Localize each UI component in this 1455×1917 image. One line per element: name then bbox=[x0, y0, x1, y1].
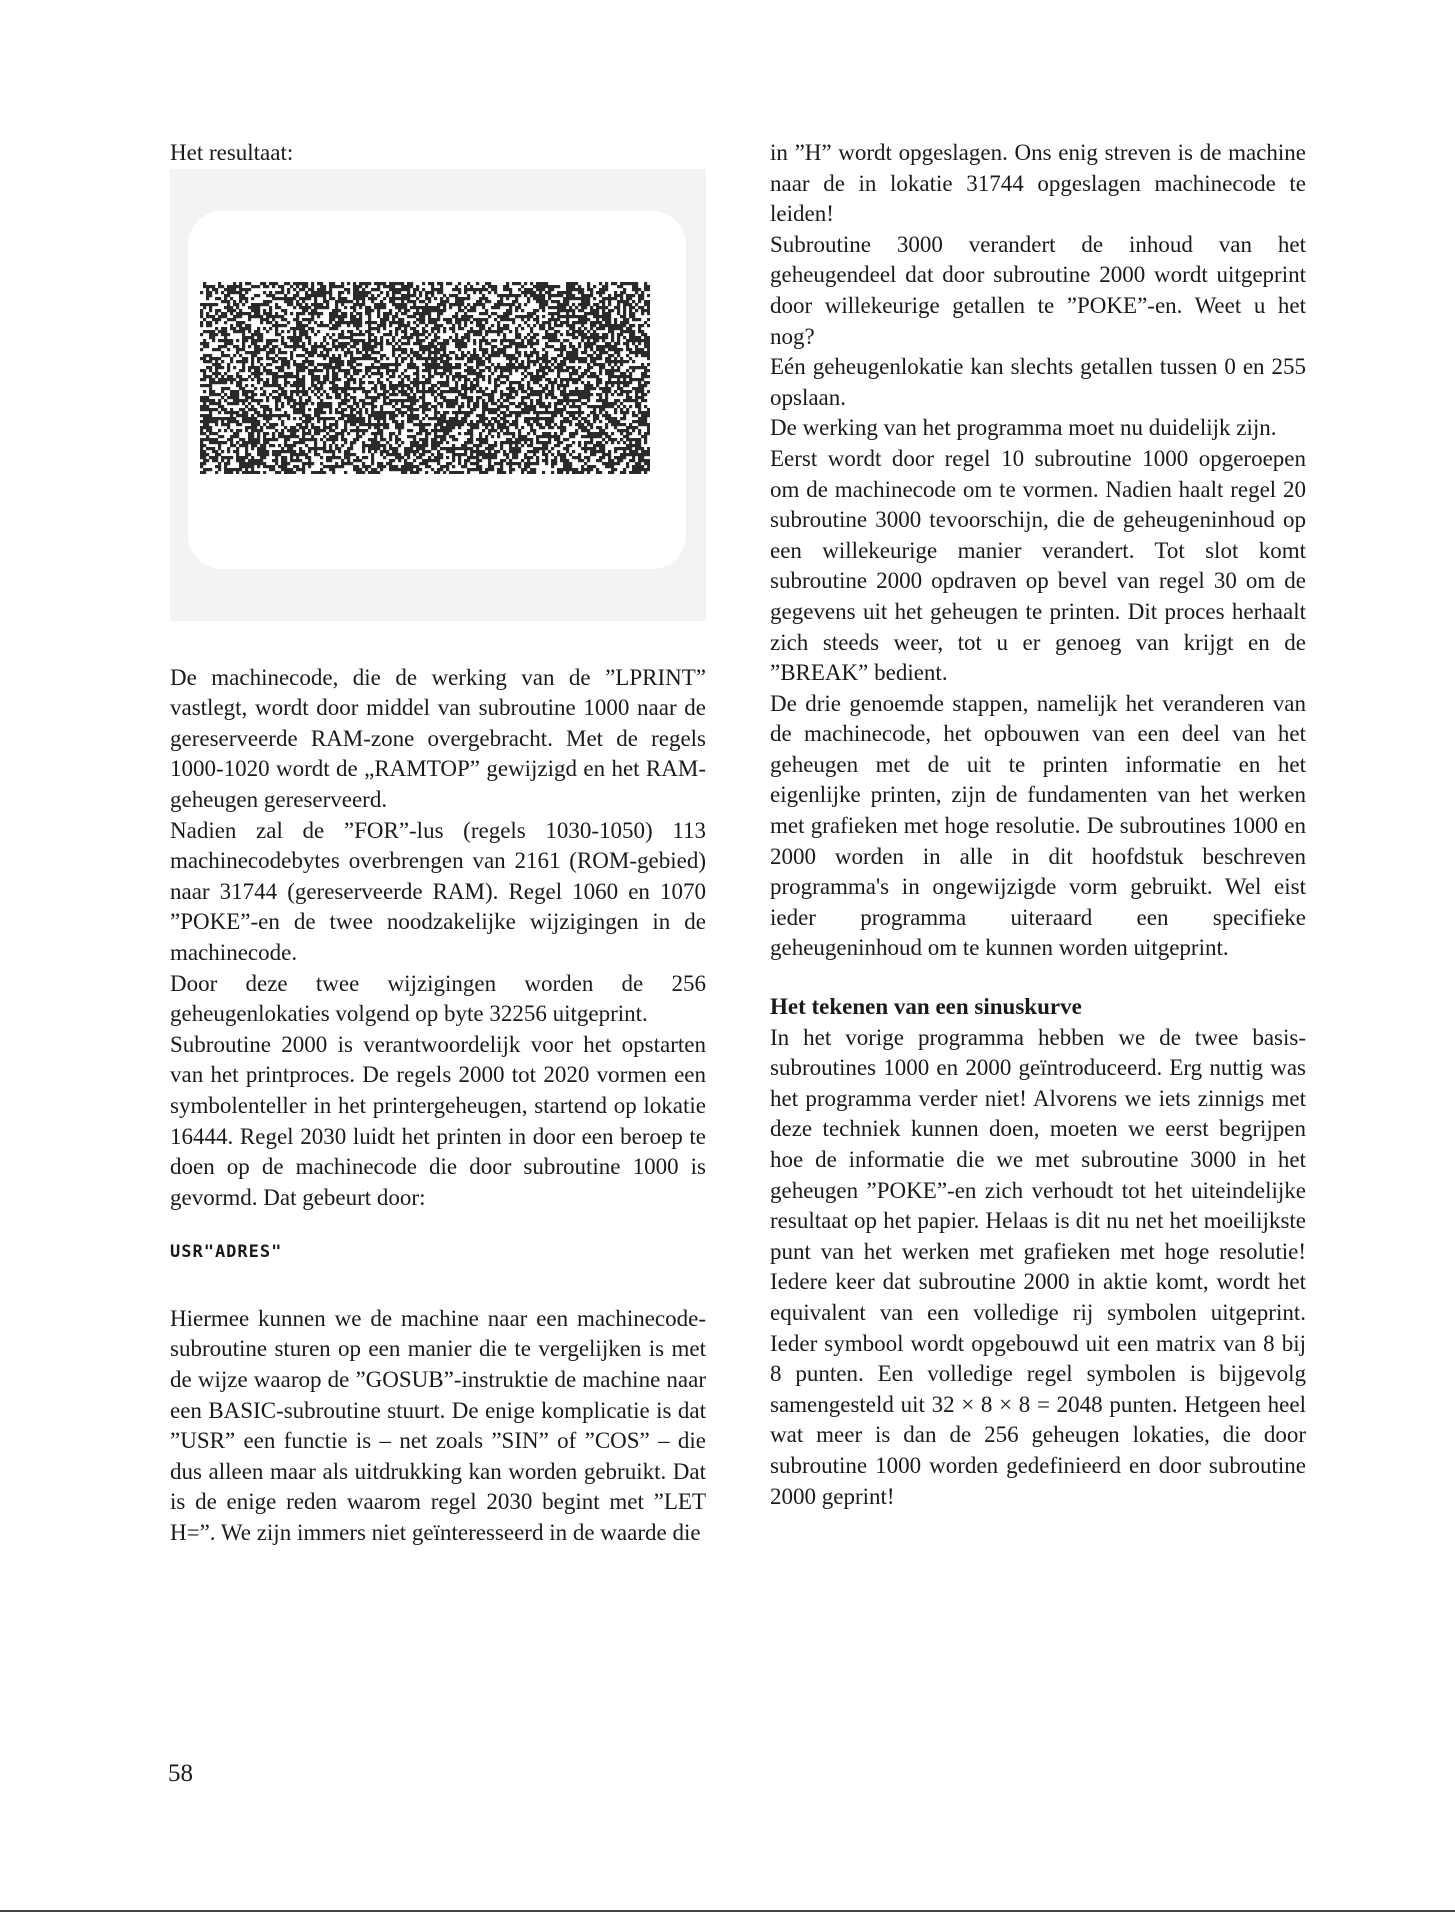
code-line: USR"ADRES" bbox=[170, 1242, 283, 1263]
right-paragraph-7: In het vorige programma hebben we de twee basis-subroutines 1000 en 2000 geïntroduceerd. Erg nuttig was het programma verder niet! Alvorens we iets zinnigs met deze techniek kunnen doen, moeten we eerst begrijpen hoe de informatie die we met subroutine 3000 in het geheugen ”POKE”-en zich verhoudt tot het uiteindelijke resultaat op het papier. Helaas is dit nu net het moeilijkste punt van het werken met grafieken met hoge resolutie! Iedere keer dat subroutine 2000 in aktie komt, wordt het equivalent van een volledige rij symbolen uitgeprint. Ieder symbool wordt opgebouwd uit een matrix van 8 bij 8 punten. Een volledige regel symbolen is bijgevolg samengesteld uit 32 × 8 × 8 = 2048 punten. Hetgeen heel wat meer is dan de 256 geheugen lokaties, die door subroutine 1000 worden gedefinieerd en door subroutine 2000 geprint! bbox=[770, 1024, 1306, 1509]
left-paragraph-5: Hiermee kunnen we de machine naar een machinecode-subroutine sturen op een manier die te vergelijken is met de wijze waarop de ”GOSUB”-instruktie de machine naar een BASIC-subroutine stuurt. De enige komplicatie is dat ”USR” een functie is – net zoals ”SIN” of ”COS” – die dus alleen maar als uitdrukking kan worden gebruikt. Dat is de enige reden waarom regel 2030 begint met ”LET H=”. We zijn immers niet geïnteresseerd in de waarde die bbox=[170, 1305, 706, 1546]
page-bottom-rule bbox=[0, 1910, 1455, 1912]
right-paragraph-6: De drie genoemde stappen, namelijk het veranderen van de machinecode, het opbouwen van een deel van het geheugen met de uit te printen informatie en het eigenlijke printen, zijn de fundamenten van het werken met grafieken met hoge resolutie. De subroutines 1000 en 2000 worden in alle in dit hoofdstuk beschreven programma's in ongewijzigde vorm gebruikt. Wel eist ieder programma uiteraard een specifieke geheugeninhoud om te kunnen worden uitgeprint. bbox=[770, 690, 1306, 961]
page-number: 58 bbox=[168, 1760, 193, 1787]
left-paragraph-2: Nadien zal de ”FOR”-lus (regels 1030-1050) 113 machinecodebytes overbrengen van 2161 (ROM-gebied) naar 31744 (gereserveerde RAM). Regel 1060 en 1070 ”POKE”-en de twee noodzakelijke wijzigingen in de machinecode. bbox=[170, 817, 706, 965]
result-heading: Het resultaat: bbox=[170, 140, 294, 165]
random-noise-image bbox=[200, 282, 650, 474]
right-paragraph-5: Eerst wordt door regel 10 subroutine 1000 opgeroepen om de machinecode om te vormen. Nadien haalt regel 20 subroutine 3000 tevoorschijn, die de geheugeninhoud op een willekeurige manier verandert. Tot slot komt subroutine 2000 opdraven op bevel van regel 30 om de gegevens uit het geheugen te printen. Dit proces herhaalt zich steeds weer, tot u er genoeg van krijgt en de ”BREAK” bedient. bbox=[770, 445, 1306, 686]
left-paragraph-4: Subroutine 2000 is verantwoordelijk voor het opstarten van het printproces. De regels 2000 tot 2020 vormen een symbolenteller in het printergeheugen, startend op lokatie 16444. Regel 2030 luidt het printen in door een beroep te doen op de machinecode die door subroutine 1000 is gevormd. Dat gebeurt door: bbox=[170, 1031, 706, 1210]
right-paragraph-4: De werking van het programma moet nu duidelijk zijn. bbox=[770, 415, 1277, 441]
right-column bbox=[770, 138, 1306, 1512]
right-paragraph-3: Eén geheugenlokatie kan slechts getallen tussen 0 en 255 opslaan. bbox=[770, 354, 1306, 410]
noise-pixels bbox=[200, 282, 650, 474]
right-paragraph-1: in ”H” wordt opgeslagen. Ons enig streven is de machine naar de in lokatie 31744 opgeslagen machinecode te leiden! bbox=[770, 140, 1306, 227]
section-heading: Het tekenen van een sinuskurve bbox=[770, 994, 1082, 1020]
left-paragraph-1: De machinecode, die de werking van de ”LPRINT” vastlegt, wordt door middel van subroutine 1000 naar de gereserveerde RAM-zone overgebracht. Met de regels 1000-1020 wordt de „RAMTOP” gewijzigd en het RAM-geheugen gereserveerd. bbox=[170, 664, 706, 812]
left-paragraph-3: Door deze twee wijzigingen worden de 256 geheugenlokaties volgend op byte 32256 uitgeprint. bbox=[170, 970, 706, 1027]
right-paragraph-2: Subroutine 3000 verandert de inhoud van het geheugendeel dat door subroutine 2000 wordt uitgeprint door willekeurige getallen te ”POKE”-en. Weet u het nog? bbox=[770, 231, 1306, 349]
